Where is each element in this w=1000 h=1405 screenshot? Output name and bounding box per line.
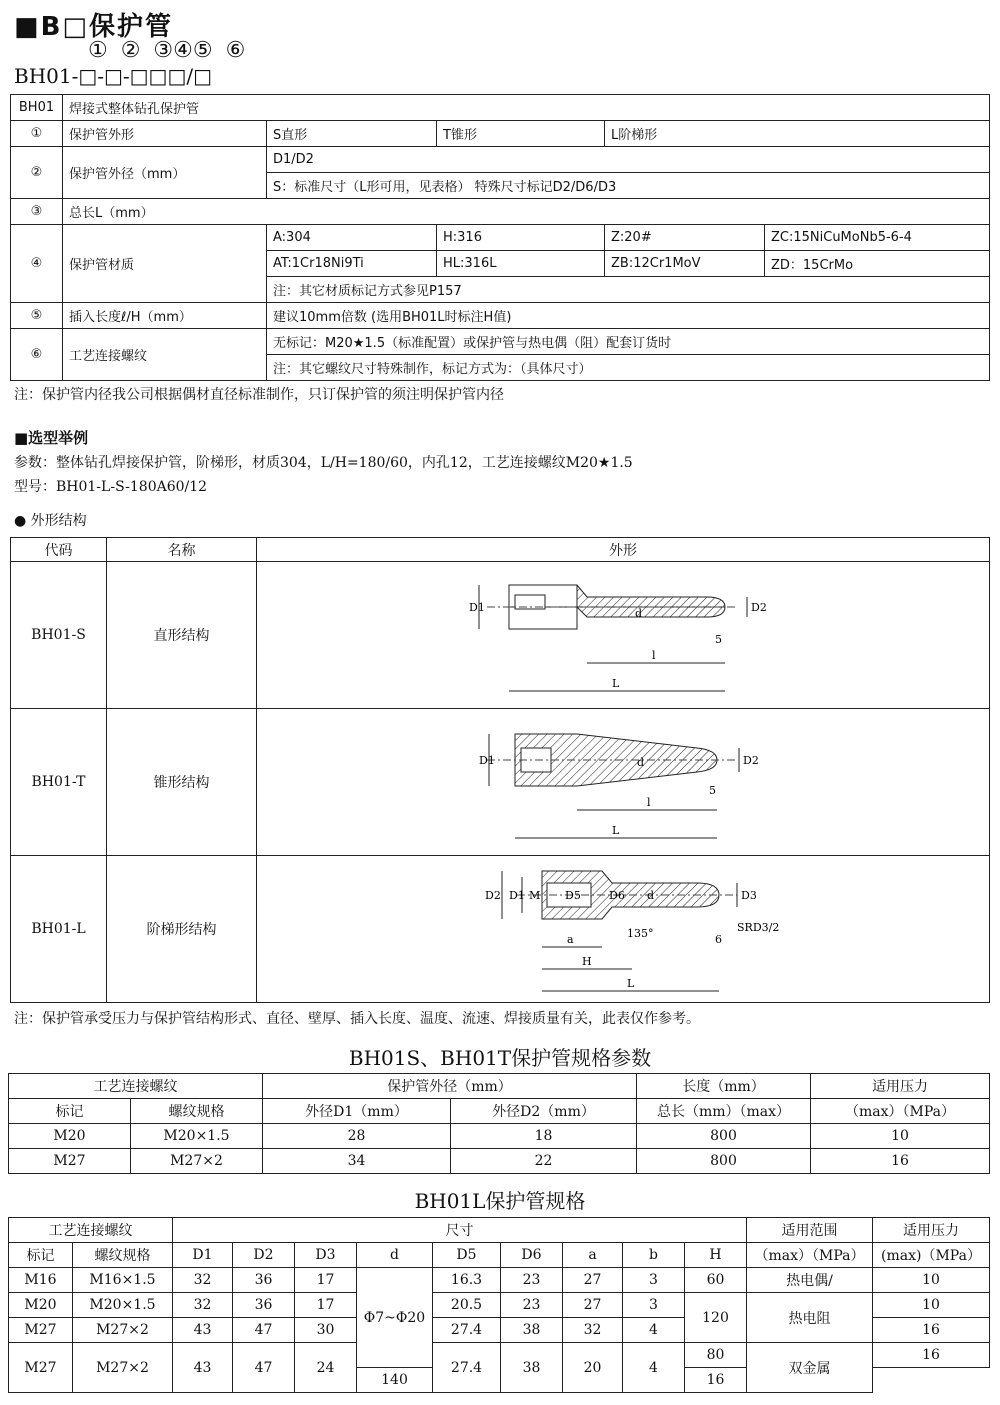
col-header: (max)（MPa） [873,1243,990,1268]
spec-value: S：标准尺寸（L形可用，见表格） 特殊尺寸标记D2/D6/D3 [267,173,990,199]
col-header: 外形 [257,538,990,562]
h-cell: 80 [685,1343,747,1368]
col-header: （max）（MPa） [811,1099,990,1124]
label-D1: D1 [469,600,485,614]
group-header: 适用压力 [873,1218,990,1243]
col-header: 螺纹规格 [73,1243,173,1268]
col-header: 外径D2（mm） [451,1099,637,1124]
cell: 47 [233,1318,295,1343]
cell: M16 [9,1268,73,1293]
example-model: 型号：BH01-L-S-180A60/12 [14,479,208,495]
table4-title: BH01L保护管规格 [414,1189,586,1213]
spec-label: 保护管外形 [63,121,267,147]
shape-table [10,537,990,1003]
group-header: 保护管外径（mm） [263,1074,637,1099]
note-inner-diameter: 注：保护管内径我公司根据偶材直径标准制作，只订保护管的须注明保护管内径 [14,387,504,403]
cell: 18 [451,1124,637,1149]
cell: M27 [9,1318,73,1343]
cell: 10 [873,1293,990,1318]
cell: M16×1.5 [73,1268,173,1293]
group-header: 长度（mm） [637,1074,811,1099]
shape-code: BH01-S [11,562,107,709]
cell: 60 [685,1268,747,1293]
label-five: 5 [715,632,722,646]
spec-value: T锥形 [437,121,605,147]
cell: 4 [623,1318,685,1343]
group-header: 工艺连接螺纹 [9,1218,173,1243]
shape-section-title: ● 外形结构 [14,513,87,529]
cell: 32 [563,1318,623,1343]
spec-value: L阶梯形 [605,121,990,147]
label-L: L [627,976,635,990]
table3-title: BH01S、BH01T保护管规格参数 [348,1046,652,1070]
cell: M20×1.5 [73,1293,173,1318]
label-l: l [647,795,651,809]
cell: 34 [263,1149,451,1174]
cell: 23 [501,1268,563,1293]
shape-code: BH01-L [11,856,107,1003]
label-five: 5 [709,783,716,797]
col-header: b [623,1243,685,1268]
cell: M27×2 [73,1343,173,1393]
cell: 16.3 [433,1268,501,1293]
spec-value: 注：其它材质标记方式参见P157 [267,277,990,303]
spec-label: 插入长度ℓ/H（mm） [63,303,267,329]
cell: 17 [295,1268,357,1293]
cell: 43 [173,1318,233,1343]
material: Z:20# [605,225,765,251]
cell: 36 [233,1268,295,1293]
cell: 800 [637,1124,811,1149]
cell: M27×2 [131,1149,263,1174]
example-params: 参数：整体钻孔焊接保护管，阶梯形，材质304，L/H=180/60，内孔12，工艺连接螺纹M20★1.5 [14,455,633,471]
material: A:304 [267,225,437,251]
cell: 32 [173,1268,233,1293]
label-d: d [635,606,643,620]
label-d: d [637,755,645,769]
material: AT:1Cr18Ni9Ti [267,251,437,277]
label-D2: D2 [485,888,501,902]
material: ZD：15CrMo [765,251,990,277]
cell: M27×2 [73,1318,173,1343]
label-L: L [612,823,620,837]
label-H: H [582,954,592,968]
cell: 27 [563,1293,623,1318]
tapered-tube-drawing [257,709,990,856]
table-row [9,1149,990,1174]
label-six: 6 [715,932,722,946]
col-header: 外径D1（mm） [263,1099,451,1124]
cell: 10 [873,1268,990,1293]
d-range-cell: Φ7~Φ20 [357,1268,433,1368]
col-header: D2 [233,1243,295,1268]
spec-num: ② [11,147,63,199]
note-pressure: 注：保护管承受压力与保护管结构形式、直径、壁厚、插入长度、温度、流速、焊接质量有关，此表仅作参考。 [14,1011,700,1027]
col-header: 标记 [9,1243,73,1268]
col-header: a [563,1243,623,1268]
cell: 16 [685,1368,747,1393]
cell: 38 [501,1343,563,1393]
spec-desc: 焊接式整体钻孔保护管 [63,95,990,121]
spec-value: D1/D2 [267,147,990,173]
cell: 16 [873,1318,990,1343]
cell: 32 [173,1293,233,1318]
col-header: 螺纹规格 [131,1099,263,1124]
spec-num: ⑤ [11,303,63,329]
stepped-tube-drawing [257,856,990,1003]
shape-code: BH01-T [11,709,107,856]
label-l: l [652,648,656,662]
label-D2: D2 [751,600,767,614]
code-position-markers: ① ② ③④⑤ ⑥ [88,38,246,63]
spec-code: BH01 [11,95,63,121]
label-d: d [647,888,655,902]
col-header: D3 [295,1243,357,1268]
spec-label: 总长L（mm） [63,199,990,225]
spec-label: 工艺连接螺纹 [63,329,267,381]
shape-name: 阶梯形结构 [107,856,257,1003]
shape-name: 直形结构 [107,562,257,709]
table-row [9,1343,990,1368]
table-row [9,1268,990,1293]
cell: 23 [501,1293,563,1318]
example-title: ■选型举例 [14,429,89,447]
label-M: M [529,888,541,902]
spec-value: 建议10mm倍数 (选用BH01L时标注H值) [267,303,990,329]
col-header: 总长（mm）（max） [637,1099,811,1124]
col-header: D5 [433,1243,501,1268]
spec-label: 保护管材质 [63,225,267,303]
bh01l-spec-table [8,1217,990,1393]
cell: 800 [637,1149,811,1174]
cell: 10 [811,1124,990,1149]
group-header: 适用压力 [811,1074,990,1099]
cell: 47 [233,1343,295,1393]
cell: 28 [263,1124,451,1149]
shape-name: 锥形结构 [107,709,257,856]
cell: 27 [563,1268,623,1293]
material: ZB:12Cr1MoV [605,251,765,277]
cell: 36 [233,1293,295,1318]
cell: 22 [451,1149,637,1174]
cell: 27.4 [433,1318,501,1343]
page-title: ■B□保护管 [14,12,173,42]
cell: M27 [9,1343,73,1393]
straight-tube-drawing [257,562,990,709]
spec-num: ⑥ [11,329,63,381]
range-cell: 双金属 [747,1343,873,1393]
range-cell: 热电偶/ [747,1268,873,1293]
cell: 3 [623,1268,685,1293]
cell: M20 [9,1293,73,1318]
label-D1: D1 [479,753,495,767]
spec-value: 注：其它螺纹尺寸特殊制作，标记方式为：（具体尺寸） [267,355,990,381]
table-row [9,1293,990,1318]
label-L: L [612,676,620,690]
bh01st-spec-table [8,1073,990,1174]
cell: 4 [623,1343,685,1393]
cell: 20 [563,1343,623,1393]
table-row [9,1124,990,1149]
spec-num: ③ [11,199,63,225]
spec-value: 无标记：M20★1.5（标准配置）或保护管与热电偶（阻）配套订货时 [267,329,990,355]
group-header: 尺寸 [173,1218,747,1243]
col-header: H [685,1243,747,1268]
cell: 24 [295,1343,357,1393]
col-header: 标记 [9,1099,131,1124]
cell: 17 [295,1293,357,1318]
label-D5: D5 [565,888,581,902]
cell: 16 [811,1149,990,1174]
group-header: 适用范围 [747,1218,873,1243]
label-D2: D2 [743,753,759,767]
range-cell: 热电阻 [747,1293,873,1343]
cell: M20 [9,1124,131,1149]
cell: 38 [501,1318,563,1343]
material: ZC:15NiCuMoNb5-6-4 [765,225,990,251]
label-D1: D1 [509,888,525,902]
label-srd: SRD3/2 [737,920,780,934]
cell: 16 [873,1343,990,1368]
label-D6: D6 [609,888,625,902]
col-header: 代码 [11,538,107,562]
material: HL:316L [437,251,605,277]
label-a: a [567,932,574,946]
spec-table [10,94,990,381]
col-header: D6 [501,1243,563,1268]
h-cell: 140 [357,1368,433,1393]
label-D3: D3 [741,888,757,902]
material: H:316 [437,225,605,251]
model-code-template: BH01-□-□-□□□/□ [14,64,212,88]
col-header: 名称 [107,538,257,562]
spec-label: 保护管外径（mm） [63,147,267,199]
col-header: d [357,1243,433,1268]
cell: 43 [173,1343,233,1393]
cell: 30 [295,1318,357,1343]
spec-num: ① [11,121,63,147]
col-header: D1 [173,1243,233,1268]
cell: M20×1.5 [131,1124,263,1149]
spec-num: ④ [11,225,63,303]
col-header: （max）（MPa） [747,1243,873,1268]
cell: 20.5 [433,1293,501,1318]
cell: 27.4 [433,1343,501,1393]
spec-value: S直形 [267,121,437,147]
h-cell: 120 [685,1293,747,1343]
label-angle: 135° [627,926,654,940]
cell: M27 [9,1149,131,1174]
cell: 3 [623,1293,685,1318]
group-header: 工艺连接螺纹 [9,1074,263,1099]
